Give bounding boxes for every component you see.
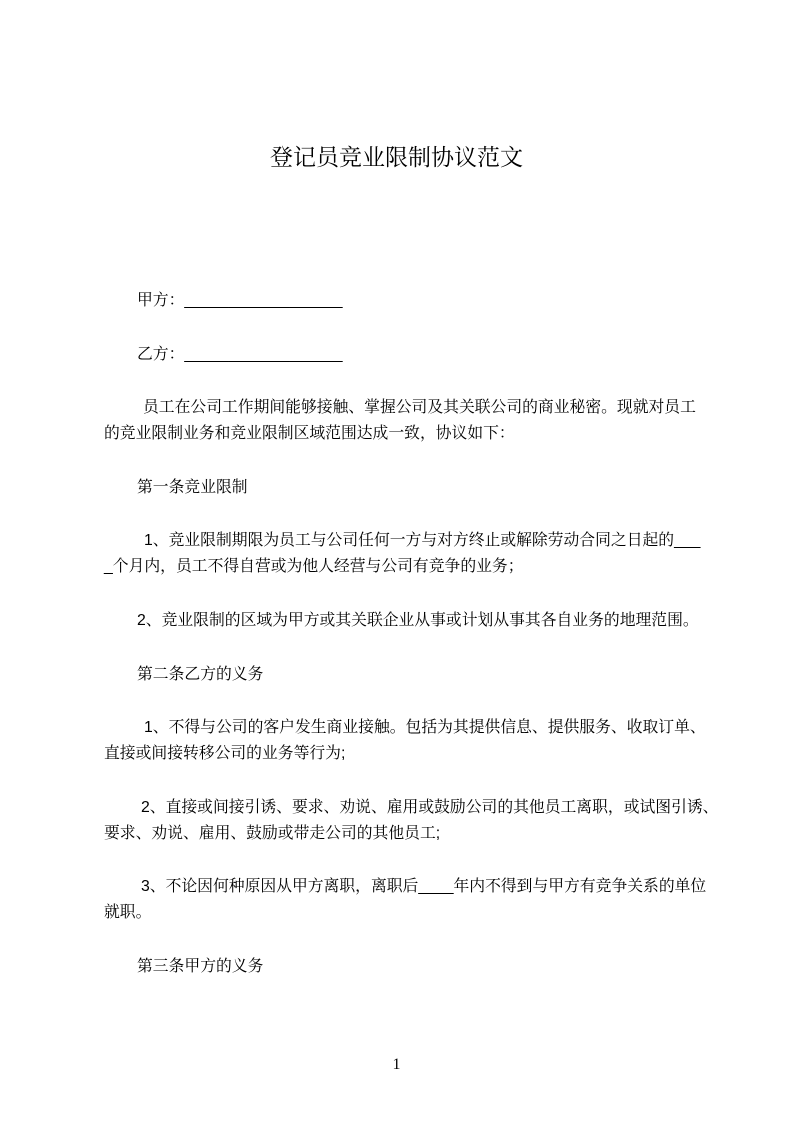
article1-clause-1	[104, 528, 744, 580]
intro-paragraph	[104, 395, 744, 447]
article1-heading	[104, 475, 744, 501]
clause-line: 直接或间接转移公司的业务等行为;	[104, 745, 346, 763]
party-a-label: 甲方：	[137, 292, 185, 309]
page-number: 1	[392, 1056, 401, 1073]
clause-line: 就职。	[104, 904, 152, 922]
article3-heading-text: 第三条甲方的义务	[137, 957, 264, 975]
article2-heading-text: 第二条乙方的义务	[137, 665, 264, 683]
clause-line: 3、不论因何种原因从甲方离职，离职后____年内不得到与甲方有竞争关系的单位	[141, 878, 707, 896]
clause-line: 2、直接或间接引诱、要求、劝说、雇用或鼓励公司的其他员工离职，或试图引诱、	[141, 798, 719, 816]
article1-clause-2	[104, 608, 744, 634]
clause-line: 1、竞业限制期限为员工与公司任何一方与对方终止或解除劳动合同之日起的___	[144, 532, 701, 550]
party-b-label: 乙方：	[137, 345, 185, 363]
article3-heading	[104, 954, 744, 980]
article1-heading-text: 第一条竞业限制	[137, 478, 248, 496]
party-b-blank: __________________	[184, 345, 343, 363]
document-body	[104, 288, 744, 1008]
party-b-line	[104, 342, 744, 368]
party-a-line	[104, 288, 744, 314]
article2-clause-1	[104, 715, 744, 767]
clause-line: 1、不得与公司的客户发生商业接触。包括为其提供信息、提供服务、收取订单、	[144, 719, 706, 737]
document-title: 登记员竞业限制协议范文	[270, 144, 523, 170]
clause-line: _个月内，员工不得自营或为他人经营与公司有竞争的业务；	[104, 558, 524, 576]
intro-line: 的竞业限制业务和竞业限制区域范围达成一致，协议如下：	[104, 425, 515, 443]
article2-heading	[104, 662, 744, 688]
clause-line: 要求、劝说、雇用、鼓励或带走公司的其他员工;	[104, 824, 441, 842]
party-a-row	[104, 288, 744, 314]
article2-clause-3	[104, 874, 744, 926]
party-a-blank: __________________	[184, 292, 343, 309]
party-b-row	[104, 342, 744, 368]
intro-line: 员工在公司工作期间能够接触、掌握公司及其关联公司的商业秘密。现就对员工	[143, 399, 696, 417]
clause-line: 2、竞业限制的区域为甲方或其关联企业从事或计划从事其各自业务的地理范围。	[137, 611, 699, 629]
article2-clause-2	[104, 795, 744, 847]
